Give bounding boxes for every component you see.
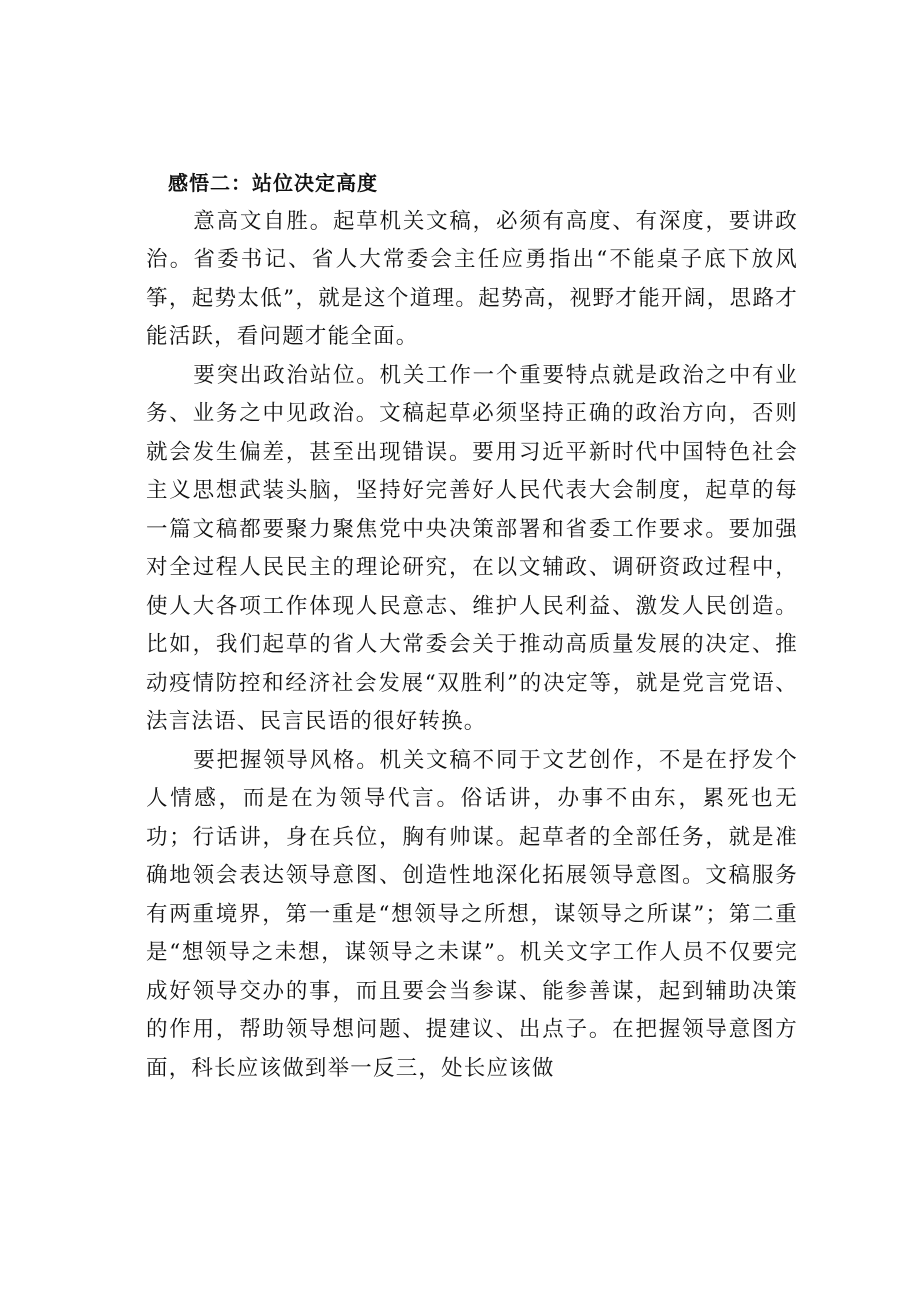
- paragraph-intro: 意高文自胜。起草机关文稿，必须有高度、有深度，要讲政治。省委书记、省人大常委会主任应勇指出“不能桌子底下放风筝，起势太低”，就是这个道理。起势高，视野才能开阔，思路才能活跃，看问题才能全面。: [146, 208, 798, 349]
- paragraph-political-stance: 要突出政治站位。机关工作一个重要特点就是政治之中有业务、业务之中见政治。文稿起草必须坚持正确的政治方向，否则就会发生偏差，甚至出现错误。要用习近平新时代中国特色社会主义思想武装头脑，坚持好完善好人民代表大会制度，起草的每一篇文稿都要聚力聚焦党中央决策部署和省委工作要求。要加强对全过程人民民主的理论研究，在以文辅政、调研资政过程中，使人大各项工作体现人民意志、维护人民利益、激发人民创造。比如，我们起草的省人大常委会关于推动高质量发展的决定、推动疫情防控和经济社会发展“双胜利”的决定等，就是党言党语、法言法语、民言民语的很好转换。: [146, 362, 798, 734]
- paragraph-leadership-style: 要把握领导风格。机关文稿不同于文艺创作，不是在抒发个人情感，而是在为领导代言。俗话讲，办事不由东，累死也无功；行话讲，身在兵位，胸有帅谋。起草者的全部任务，就是准确地领会表达领导意图、创造性地深化拓展领导意图。文稿服务有两重境界，第一重是“想领导之所想，谋领导之所谋”；第二重是“想领导之未想，谋领导之未谋”。机关文字工作人员不仅要完成好领导交办的事，而且要会当参谋、能参善谋，起到辅助决策的作用，帮助领导想问题、提建议、出点子。在把握领导意图方面，科长应该做到举一反三，处长应该做: [146, 747, 798, 1081]
- section-heading: 感悟二：站位决定高度: [168, 171, 378, 195]
- document-body: [146, 164, 798, 1088]
